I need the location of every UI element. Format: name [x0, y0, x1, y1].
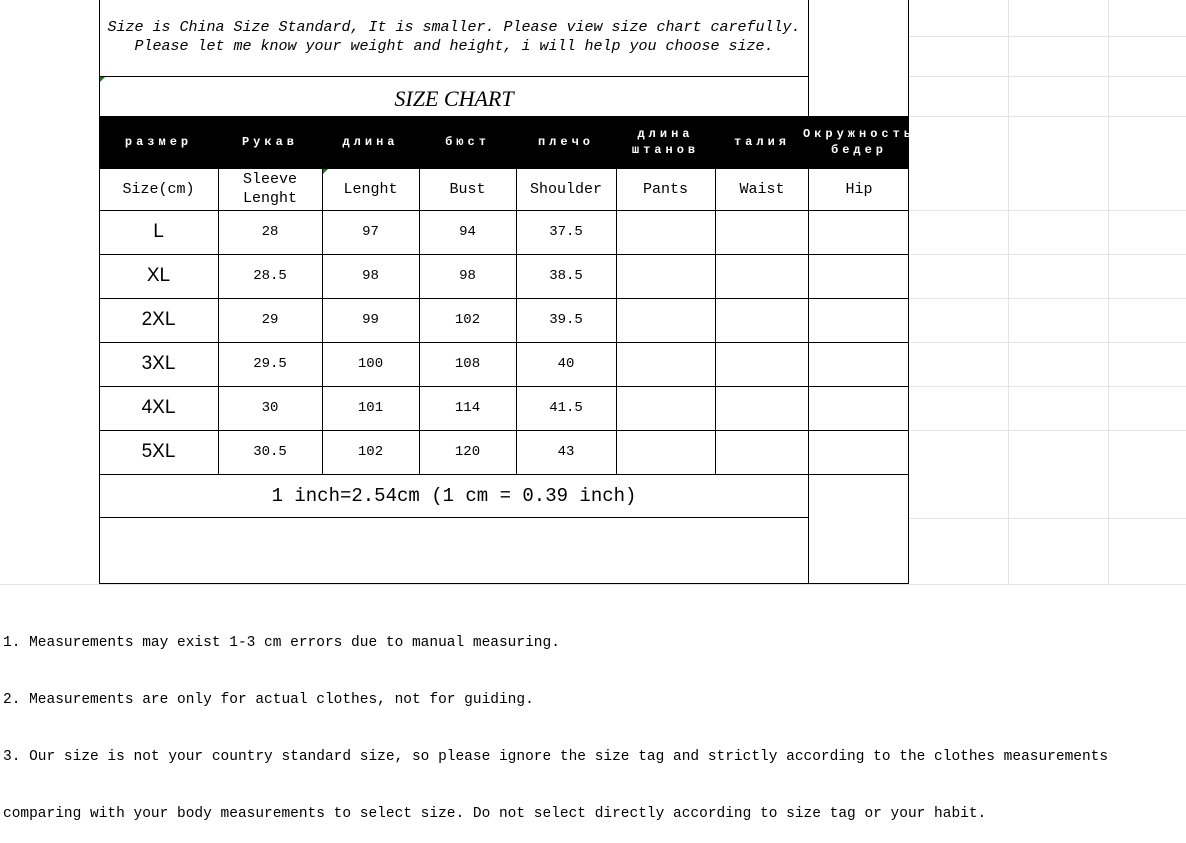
ru-header-size: размер — [124, 135, 193, 149]
spreadsheet-gridline — [909, 386, 1186, 387]
spreadsheet-gridline — [909, 298, 1186, 299]
size-label: 2XL — [141, 309, 176, 330]
measurement-pants — [616, 298, 715, 342]
measurement-hip — [809, 430, 909, 474]
measurement-sleeve: 28 — [261, 224, 279, 240]
measurement-length: 100 — [357, 356, 384, 372]
spreadsheet-gridline — [909, 36, 1186, 37]
spreadsheet-gridline — [909, 76, 1186, 77]
measurement-pants — [616, 210, 715, 254]
header-sleeve: Sleeve Lenght — [242, 171, 297, 207]
measurement-bust: 94 — [459, 224, 476, 240]
column-divider — [218, 168, 219, 474]
measurement-hip — [809, 210, 909, 254]
row-divider — [99, 210, 909, 211]
measurement-hip — [809, 342, 909, 386]
header-length: Lenght — [343, 180, 398, 198]
measurement-length: 101 — [357, 400, 384, 416]
note-1: 1. Measurements may exist 1-3 cm errors due to manual measuring. — [3, 635, 560, 651]
notice-line-2: Please let me know your weight and height, i will help you choose size. — [134, 38, 774, 55]
measurement-sleeve: 30.5 — [253, 444, 287, 460]
row-divider — [99, 474, 909, 475]
measurement-bust: 120 — [454, 444, 481, 460]
border — [99, 583, 909, 584]
measurement-sleeve: 29.5 — [253, 356, 287, 372]
measurement-hip — [809, 254, 909, 298]
row-divider — [99, 386, 909, 387]
ru-header-length: длина — [342, 135, 399, 149]
measurement-shoulder: 38.5 — [549, 268, 583, 284]
size-label: 3XL — [141, 353, 176, 374]
header-bust: Bust — [449, 180, 486, 198]
measurement-length: 99 — [362, 312, 379, 328]
note-3-continued: comparing with your body measurements to select size. Do not select directly according to size tag or your habit. — [3, 806, 987, 822]
measurement-shoulder: 37.5 — [549, 224, 583, 240]
measurement-length: 102 — [357, 444, 384, 460]
ru-header-hip: Окружность бедер — [803, 127, 916, 157]
header-shoulder: Shoulder — [529, 180, 602, 198]
spreadsheet-gridline — [909, 430, 1186, 431]
header-waist: Waist — [739, 180, 785, 198]
note-3: 3. Our size is not your country standard size, so please ignore the size tag and strictly according to the clothes measurements — [3, 749, 1109, 765]
ru-header-sleeve: Рукав — [241, 135, 298, 149]
spreadsheet-gridline — [909, 518, 1186, 519]
measurement-shoulder: 40 — [557, 356, 575, 372]
inch-conversion: 1 inch=2.54cm (1 cm = 0.39 inch) — [271, 484, 637, 507]
measurement-bust: 98 — [459, 268, 476, 284]
measurement-pants — [616, 386, 715, 430]
measurement-bust: 114 — [454, 400, 481, 416]
measurement-waist — [715, 210, 809, 254]
row-divider — [99, 298, 909, 299]
measurement-sleeve: 29 — [261, 312, 279, 328]
measurement-shoulder: 43 — [557, 444, 575, 460]
measurement-notes — [3, 596, 1108, 843]
spreadsheet-gridline — [909, 116, 1186, 117]
measurement-waist — [715, 386, 809, 430]
measurement-waist — [715, 298, 809, 342]
measurement-bust: 102 — [454, 312, 481, 328]
measurement-hip — [809, 298, 909, 342]
measurement-sleeve: 28.5 — [253, 268, 287, 284]
measurement-waist — [715, 430, 809, 474]
header-pants: Pants — [642, 180, 688, 198]
row-divider — [99, 430, 909, 431]
column-divider — [419, 168, 420, 474]
header-size: Size(cm) — [122, 180, 195, 198]
notice-line-1: Size is China Size Standard, It is smaller. Please view size chart carefully. — [107, 19, 801, 36]
row-divider — [99, 254, 909, 255]
spreadsheet-gridline — [0, 584, 1186, 585]
measurement-length: 97 — [362, 224, 379, 240]
size-label: 5XL — [141, 441, 176, 462]
header-hip: Hip — [845, 180, 873, 198]
cell-marker — [100, 77, 105, 82]
measurement-pants — [616, 254, 715, 298]
row-divider — [99, 342, 909, 343]
size-label: XL — [146, 265, 171, 286]
ru-header-bust: бюст — [445, 135, 490, 149]
measurement-length: 98 — [362, 268, 379, 284]
ru-header-pants: длина штанов — [631, 127, 700, 157]
column-divider — [516, 168, 517, 474]
spreadsheet-gridline — [1008, 0, 1009, 584]
size-chart-sheet — [99, 0, 916, 584]
spreadsheet-gridline — [909, 210, 1186, 211]
spreadsheet-gridline — [909, 342, 1186, 343]
cell-marker — [323, 169, 328, 174]
note-2: 2. Measurements are only for actual clothes, not for guiding. — [3, 692, 534, 708]
measurement-pants — [616, 342, 715, 386]
measurement-shoulder: 41.5 — [549, 400, 583, 416]
measurement-waist — [715, 342, 809, 386]
russian-header-row — [99, 116, 916, 168]
border — [99, 76, 809, 77]
column-divider — [616, 168, 617, 474]
ru-header-waist: талия — [733, 135, 790, 149]
measurement-hip — [809, 386, 909, 430]
measurement-shoulder: 39.5 — [549, 312, 583, 328]
row-divider — [99, 168, 909, 169]
spreadsheet-gridline — [1108, 0, 1109, 584]
column-divider — [715, 168, 716, 474]
border — [99, 517, 809, 518]
spreadsheet-gridline — [909, 254, 1186, 255]
size-notice — [99, 18, 809, 56]
measurement-waist — [715, 254, 809, 298]
size-label: 4XL — [141, 397, 176, 418]
measurement-pants — [616, 430, 715, 474]
measurement-sleeve: 30 — [261, 400, 279, 416]
column-divider — [322, 168, 323, 474]
measurement-bust: 108 — [454, 356, 481, 372]
size-label: L — [153, 221, 164, 242]
chart-title: SIZE CHART — [394, 86, 514, 111]
ru-header-shoulder: плечо — [537, 135, 594, 149]
